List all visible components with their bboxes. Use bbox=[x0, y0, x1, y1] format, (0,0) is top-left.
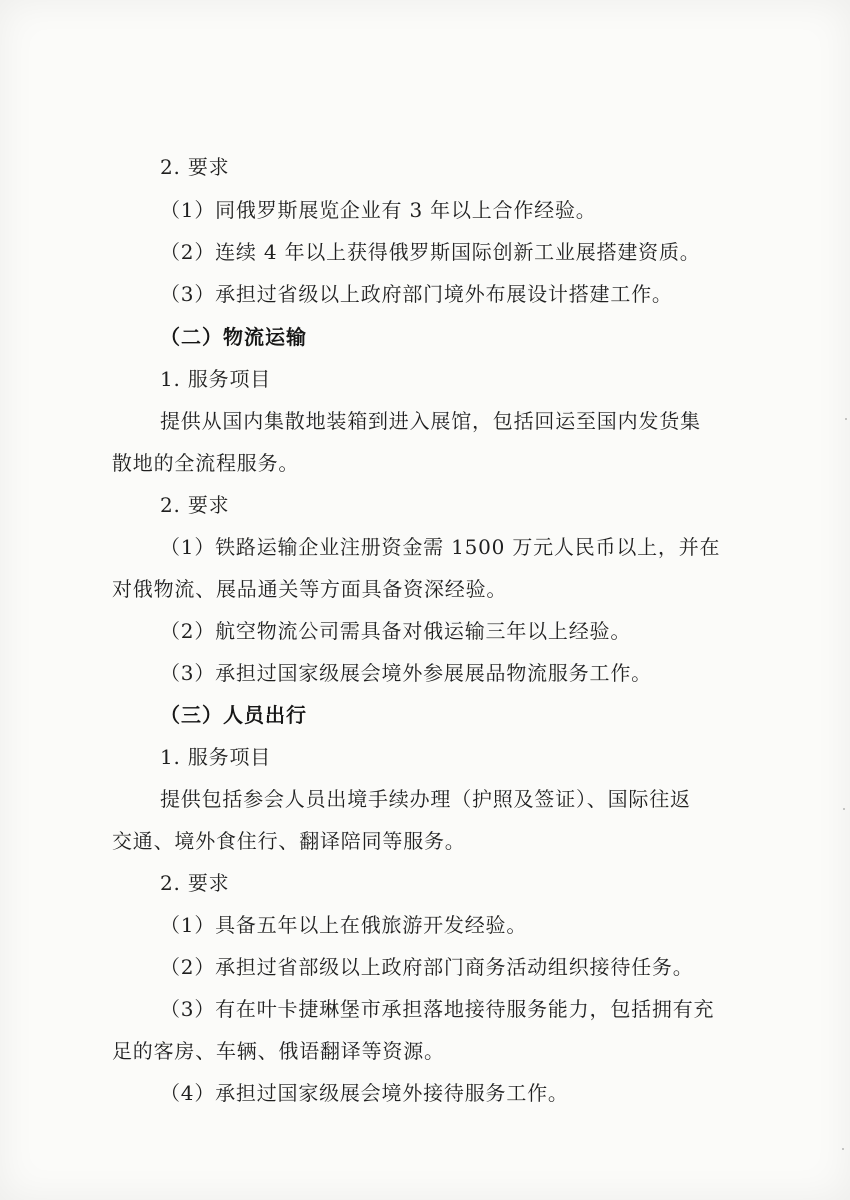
scan-speck bbox=[842, 1148, 844, 1150]
list-item: （1）具备五年以上在俄旅游开发经验。 bbox=[160, 913, 528, 937]
section-heading-travel: （三）人员出行 bbox=[160, 703, 307, 727]
paragraph-line: 散地的全流程服务。 bbox=[112, 451, 300, 475]
list-item: （4）承担过国家级展会境外接待服务工作。 bbox=[160, 1081, 569, 1105]
subheading-service-items: 1. 服务项目 bbox=[160, 745, 272, 769]
subheading-service-items: 1. 服务项目 bbox=[160, 367, 272, 391]
paragraph-line: 交通、境外食住行、翻译陪同等服务。 bbox=[112, 829, 466, 853]
list-item: （1）同俄罗斯展览企业有 3 年以上合作经验。 bbox=[160, 198, 597, 222]
paragraph-line: 提供包括参会人员出境手续办理（护照及签证）、国际往返 bbox=[160, 787, 691, 811]
subheading-requirements: 2. 要求 bbox=[160, 493, 230, 517]
list-item: （2）连续 4 年以上获得俄罗斯国际创新工业展搭建资质。 bbox=[160, 240, 701, 264]
paragraph-line: 提供从国内集散地装箱到进入展馆，包括回运至国内发货集 bbox=[160, 409, 701, 433]
list-item: （2）承担过省部级以上政府部门商务活动组织接待任务。 bbox=[160, 955, 694, 979]
scan-speck bbox=[845, 418, 847, 420]
subheading-requirements: 2. 要求 bbox=[160, 871, 230, 895]
list-item: （1）铁路运输企业注册资金需 1500 万元人民币以上，并在 bbox=[160, 535, 721, 559]
list-item-continuation: 对俄物流、展品通关等方面具备资深经验。 bbox=[112, 577, 508, 601]
list-item: （3）有在叶卡捷琳堡市承担落地接待服务能力，包括拥有充 bbox=[160, 997, 715, 1021]
list-item: （2）航空物流公司需具备对俄运输三年以上经验。 bbox=[160, 619, 632, 643]
list-item: （3）承担过省级以上政府部门境外布展设计搭建工作。 bbox=[160, 282, 673, 306]
subheading-requirements: 2. 要求 bbox=[160, 155, 230, 179]
list-item-continuation: 足的客房、车辆、俄语翻译等资源。 bbox=[112, 1039, 445, 1063]
section-heading-logistics: （二）物流运输 bbox=[160, 325, 307, 349]
scan-speck bbox=[843, 808, 845, 810]
list-item: （3）承担过国家级展会境外参展展品物流服务工作。 bbox=[160, 661, 652, 685]
